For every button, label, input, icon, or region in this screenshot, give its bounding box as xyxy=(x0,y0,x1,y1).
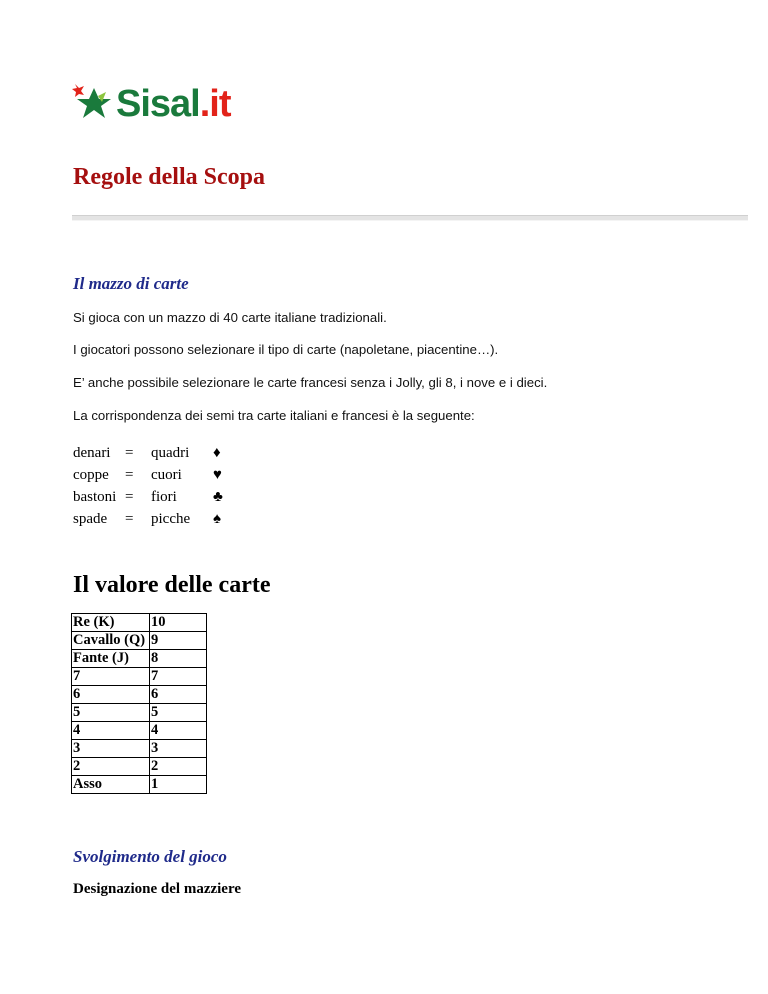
page-title: Regole della Scopa xyxy=(73,164,265,190)
equals-sign: = xyxy=(125,445,134,461)
card-name-cell: 6 xyxy=(72,686,150,704)
card-value-cell: 10 xyxy=(150,614,207,632)
card-values-table xyxy=(71,613,207,794)
diamond-icon: ♦ xyxy=(213,445,221,461)
card-value-cell: 9 xyxy=(150,632,207,650)
table-row xyxy=(72,722,207,740)
subheading-dealer: Designazione del mazziere xyxy=(73,881,242,897)
table-row xyxy=(72,776,207,794)
section-heading-deck: Il mazzo di carte xyxy=(73,274,189,293)
logo-wordmark xyxy=(116,82,231,126)
card-value-cell: 2 xyxy=(150,758,207,776)
card-name-cell: Fante (J) xyxy=(72,650,150,668)
section-heading-play: Svolgimento del gioco xyxy=(73,847,227,866)
table-row xyxy=(72,704,207,722)
french-suit: fiori xyxy=(151,489,177,505)
card-value-cell: 7 xyxy=(150,668,207,686)
table-row xyxy=(72,668,207,686)
paragraph: E’ anche possibile selezionare le carte francesi senza i Jolly, gli 8, i nove e i dieci. xyxy=(73,375,548,390)
italian-suit: spade xyxy=(73,511,108,527)
card-name-cell: Cavallo (Q) xyxy=(72,632,150,650)
section-heading-values: Il valore delle carte xyxy=(73,572,271,598)
card-value-cell: 6 xyxy=(150,686,207,704)
card-name-cell: 7 xyxy=(72,668,150,686)
french-suit: quadri xyxy=(151,445,190,461)
card-name-cell: Re (K) xyxy=(72,614,150,632)
table-row xyxy=(72,686,207,704)
table-row xyxy=(72,740,207,758)
french-suit: picche xyxy=(151,511,191,527)
equals-sign: = xyxy=(125,467,134,483)
sisal-star-icon xyxy=(72,82,116,126)
card-value-cell: 3 xyxy=(150,740,207,758)
heart-icon: ♥ xyxy=(213,467,222,483)
table-row xyxy=(72,650,207,668)
card-name-cell: 4 xyxy=(72,722,150,740)
card-value-cell: 8 xyxy=(150,650,207,668)
divider xyxy=(72,215,748,221)
table-row xyxy=(72,758,207,776)
paragraph: Si gioca con un mazzo di 40 carte italiane tradizionali. xyxy=(73,310,387,325)
logo-brand: Sisal xyxy=(116,83,200,125)
equals-sign: = xyxy=(125,511,134,527)
spade-icon: ♠ xyxy=(213,511,221,527)
card-value-cell: 1 xyxy=(150,776,207,794)
paragraph: La corrispondenza dei semi tra carte italiani e francesi è la seguente: xyxy=(73,408,475,423)
italian-suit: denari xyxy=(73,445,111,461)
card-value-cell: 5 xyxy=(150,704,207,722)
card-name-cell: 2 xyxy=(72,758,150,776)
paragraph: I giocatori possono selezionare il tipo di carte (napoletane, piacentine…). xyxy=(73,342,499,357)
equals-sign: = xyxy=(125,489,134,505)
logo-tld: .it xyxy=(199,83,231,125)
italian-suit: bastoni xyxy=(73,489,117,505)
italian-suit: coppe xyxy=(73,467,109,483)
table-row xyxy=(72,614,207,632)
card-value-cell: 4 xyxy=(150,722,207,740)
card-name-cell: 5 xyxy=(72,704,150,722)
card-name-cell: Asso xyxy=(72,776,150,794)
table-row xyxy=(72,632,207,650)
sisal-logo xyxy=(72,82,252,126)
french-suit: cuori xyxy=(151,467,182,483)
club-icon: ♣ xyxy=(213,489,223,505)
card-name-cell: 3 xyxy=(72,740,150,758)
